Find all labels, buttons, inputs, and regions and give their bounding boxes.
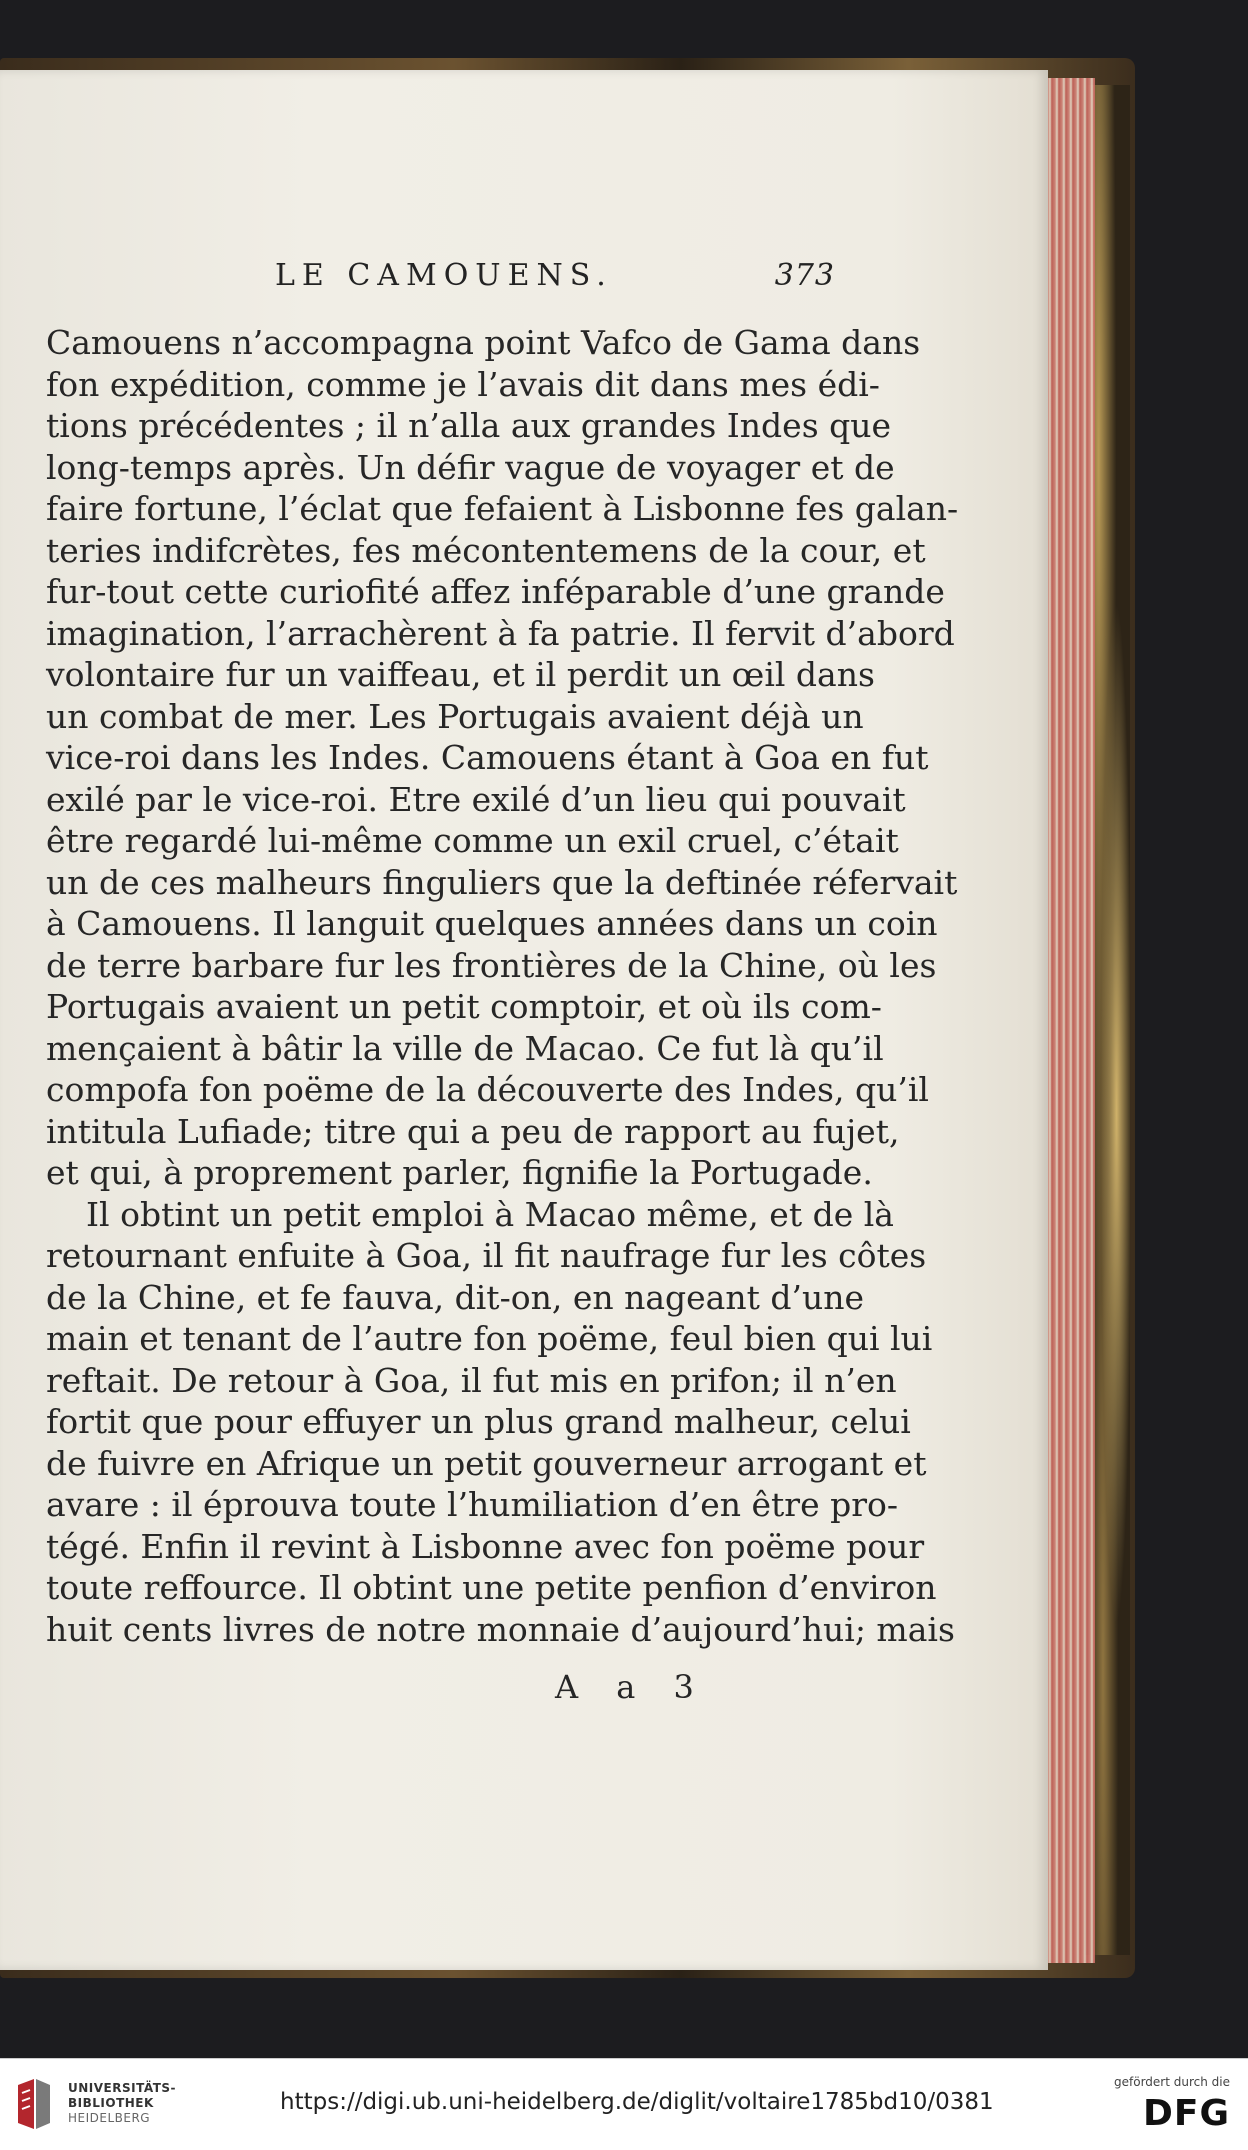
text-line: tions précédentes ; il n’alla aux grandes Indes que xyxy=(46,406,892,445)
text-line: toute reffource. Il obtint une petite penfion d’environ xyxy=(46,1568,937,1607)
body-text xyxy=(46,322,959,1650)
text-line: Il obtint un petit emploi à Macao même, et de là xyxy=(86,1194,894,1234)
text-line: reftait. De retour à Goa, il fut mis en prifon; il n’en xyxy=(46,1360,897,1400)
text-line: fur-tout cette curiofité affez inféparable d’une grande xyxy=(46,572,945,611)
text-line: de terre barbare fur les frontières de la Chine, où les xyxy=(46,945,937,985)
text-line: être regardé lui-même comme un exil cruel, c’était xyxy=(46,821,899,860)
text-line: volontaire fur un vaiffeau, et il perdit un œil dans xyxy=(46,655,875,694)
running-title: LE CAMOUENS. xyxy=(275,258,613,293)
text-line: faire fortune, l’éclat que fefaient à Lisbonne fes galan- xyxy=(46,489,959,528)
signature-mark: A a 3 xyxy=(555,1668,708,1706)
source-url-link[interactable]: https://digi.ub.uni-heidelberg.de/diglit/voltaire1785bd10/0381 xyxy=(280,2089,994,2115)
text-line: Camouens n’accompagna point Vafco de Gama dans xyxy=(46,323,921,362)
footer-bar xyxy=(0,2058,1248,2150)
text-line: fortit que pour effuyer un plus grand malheur, celui xyxy=(46,1402,911,1441)
page-fore-edge xyxy=(1045,78,1095,1963)
text-line: huit cents livres de notre monnaie d’aujourd’hui; mais xyxy=(46,1609,955,1649)
funder-text: gefördert durch die xyxy=(1114,2075,1230,2089)
text-line: compofa fon poëme de la découverte des Indes, qu’il xyxy=(46,1070,929,1109)
text-line: fon expédition, comme je l’avais dit dans mes édi- xyxy=(46,364,880,404)
page-number: 373 xyxy=(774,258,835,293)
library-name-line: UNIVERSITÄTS- xyxy=(68,2081,177,2095)
text-line: mençaient à bâtir la ville de Macao. Ce fut là qu’il xyxy=(46,1028,884,1068)
text-line: de fuivre en Afrique un petit gouverneur arrogant et xyxy=(46,1443,927,1483)
library-name-line: HEIDELBERG xyxy=(68,2111,151,2125)
text-line: de la Chine, et fe fauva, dit-on, en nageant d’une xyxy=(46,1277,865,1317)
text-line: vice-roi dans les Indes. Camouens étant à Goa en fut xyxy=(46,738,929,777)
text-line: avare : il éprouva toute l’humiliation d’en être pro- xyxy=(46,1485,899,1524)
text-line: long-temps après. Un défir vague de voyager et de xyxy=(46,447,895,487)
text-line: tégé. Enfin il revint à Lisbonne avec fon poëme pour xyxy=(46,1526,925,1566)
library-name-line: BIBLIOTHEK xyxy=(68,2096,154,2110)
text-line: exilé par le vice-roi. Etre exilé d’un lieu qui pouvait xyxy=(46,779,906,819)
text-line: retournant enfuite à Goa, il fit naufrage fur les côtes xyxy=(46,1236,927,1275)
text-line: Portugais avaient un petit comptoir, et où ils com- xyxy=(46,987,882,1026)
funder-credit xyxy=(1114,2075,1230,2134)
running-head xyxy=(275,258,835,298)
text-line: un de ces malheurs finguliers que la deftinée réfervait xyxy=(46,862,958,902)
text-line: et qui, à proprement parler, fignifie la Portugade. xyxy=(46,1153,873,1192)
text-line: teries indifcrètes, fes mécontentemens de la cour, et xyxy=(46,530,926,570)
library-name xyxy=(68,2081,176,2126)
text-line: main et tenant de l’autre fon poëme, feul bien qui lui xyxy=(46,1319,933,1358)
dfg-logo: DFG xyxy=(1142,2093,1230,2134)
text-line: imagination, l’arrachèrent à fa patrie. Il fervit d’abord xyxy=(46,613,955,653)
text-line: à Camouens. Il languit quelques années dans un coin xyxy=(46,904,938,943)
library-logo-icon xyxy=(14,2077,54,2131)
text-line: intitula Lufiade; titre qui a peu de rapport au fujet, xyxy=(46,1111,900,1151)
text-line: un combat de mer. Les Portugais avaient déjà un xyxy=(46,696,864,736)
